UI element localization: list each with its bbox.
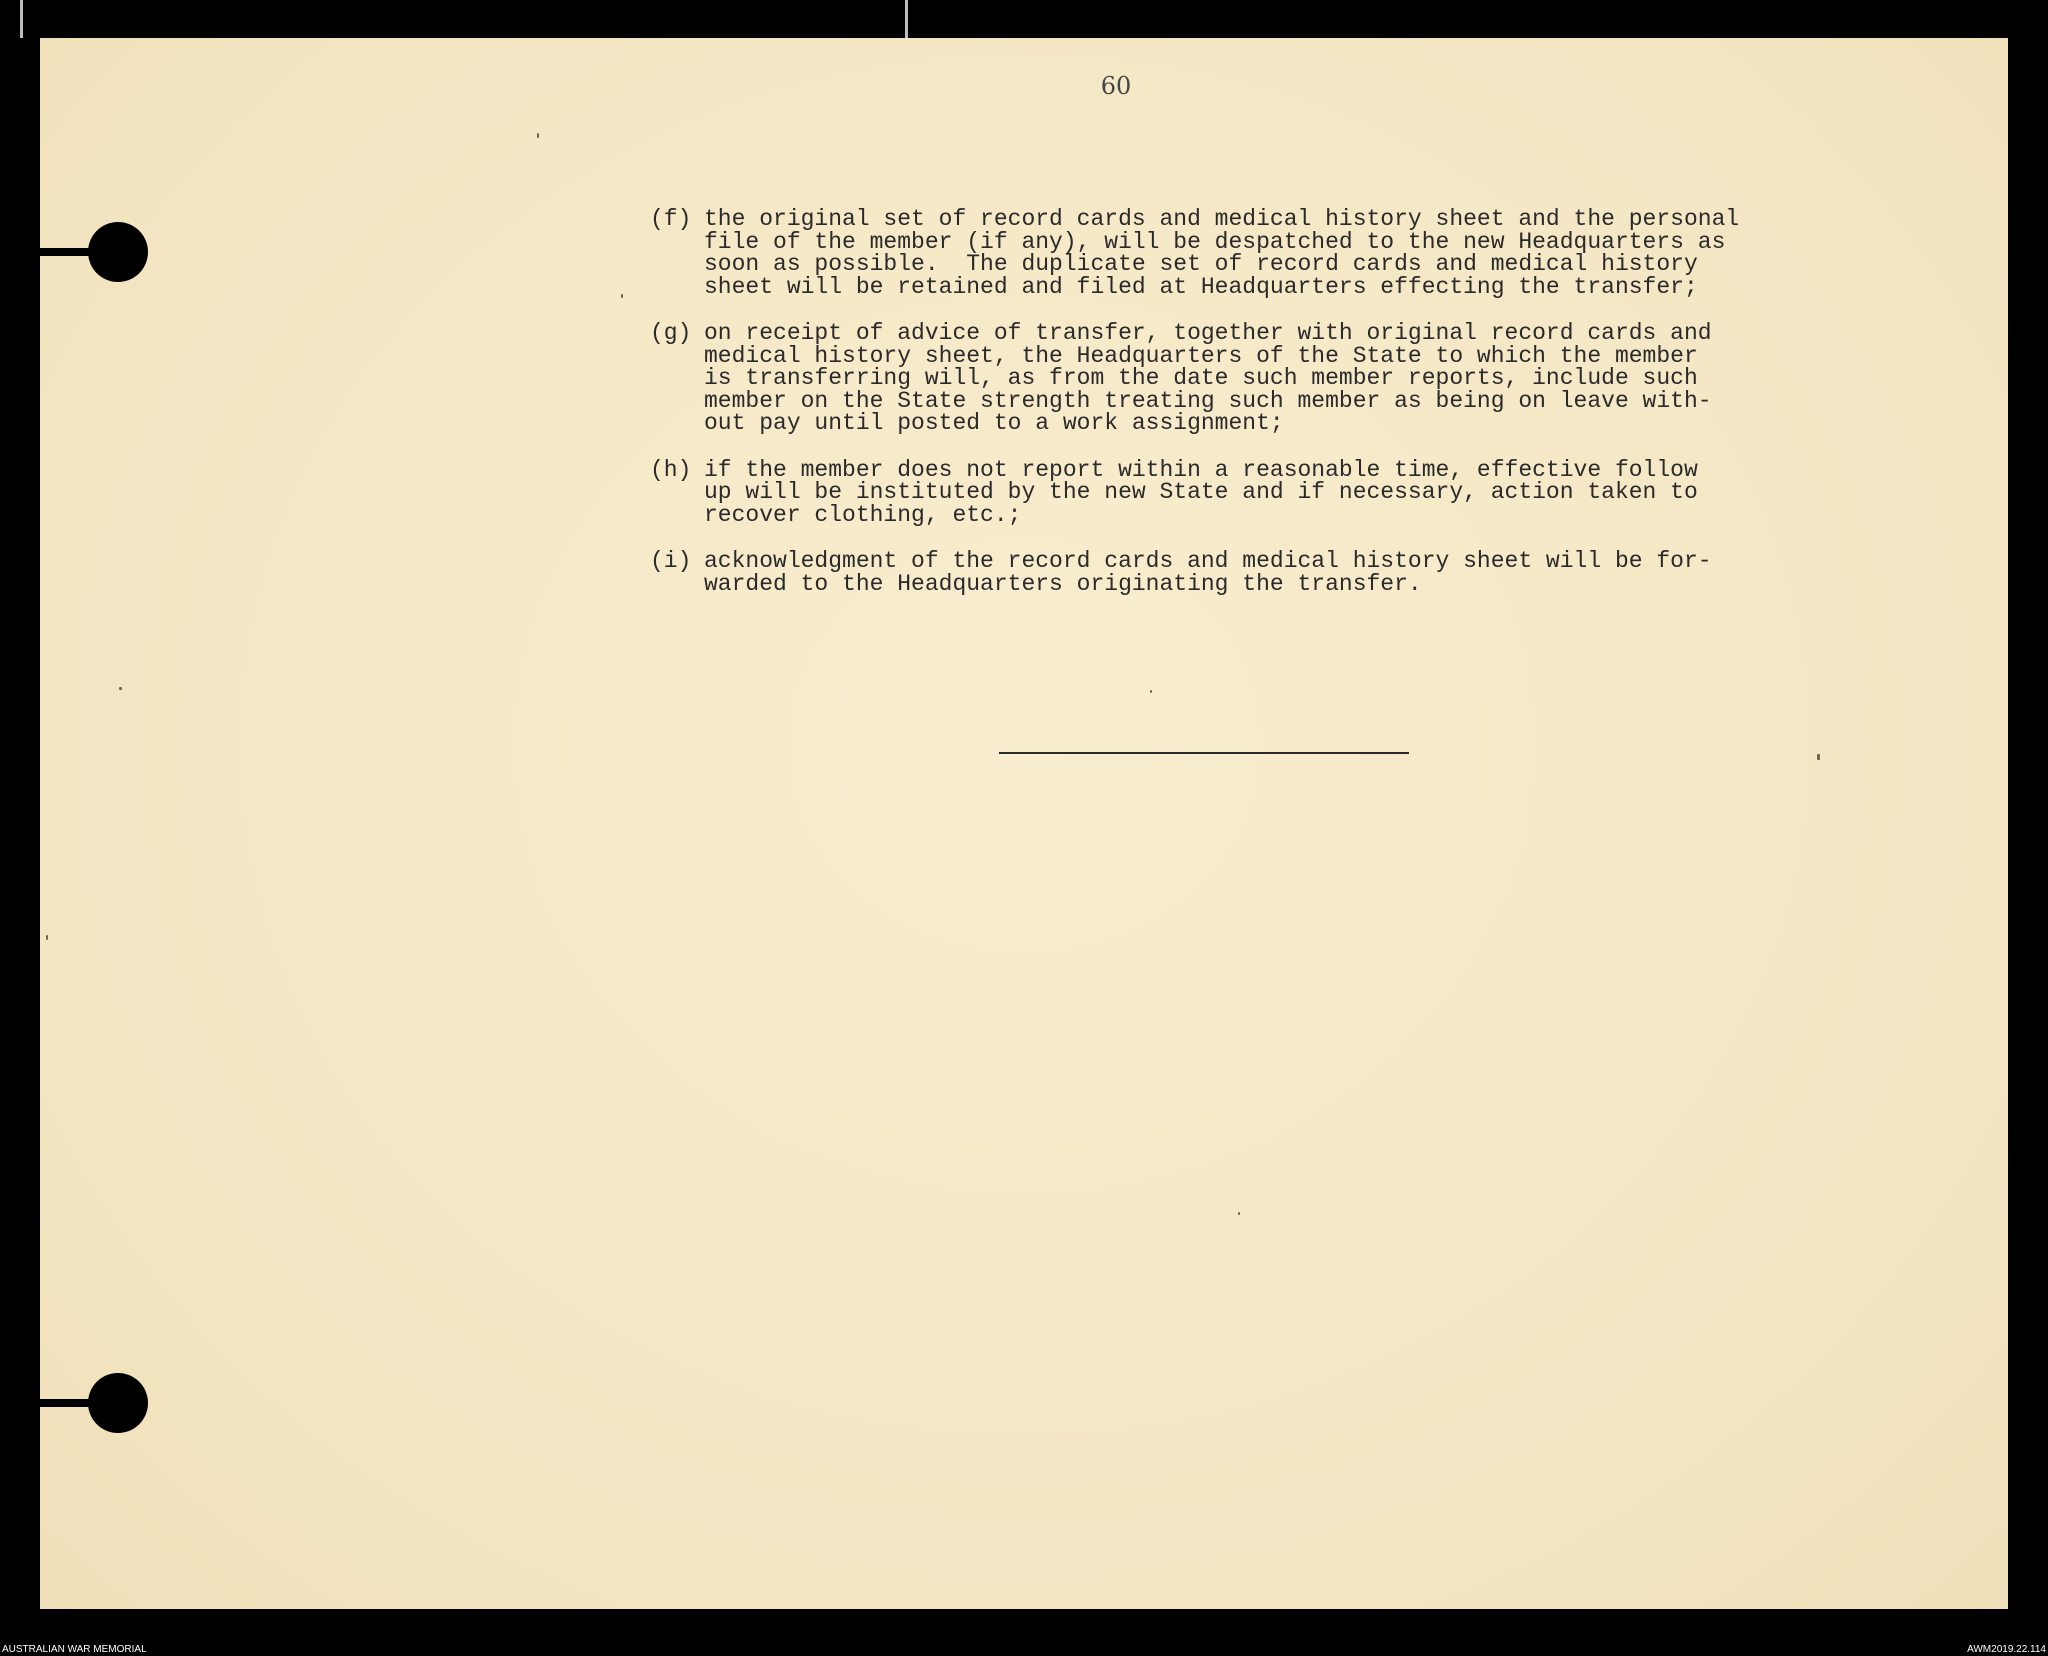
item-text (704, 322, 1712, 435)
item-label: (i) (650, 548, 692, 574)
item-list (650, 208, 1850, 619)
paper-speck (621, 294, 623, 298)
document-page (40, 38, 2008, 1609)
footer-institution: AUSTRALIAN WAR MEMORIAL (2, 1644, 147, 1655)
text-line: recover clothing, etc.; (704, 501, 1022, 528)
text-line: out pay until posted to a work assignment; (704, 410, 1284, 436)
punch-slot (40, 248, 90, 256)
item-label: (f) (650, 206, 692, 232)
item-label: (h) (650, 456, 692, 483)
text-line: acknowledgment of the record cards and medical history sheet will be for- (704, 548, 1712, 574)
list-item (650, 456, 1850, 528)
list-item (650, 208, 1850, 298)
paper-speck (46, 935, 48, 940)
paper-speck (537, 133, 539, 138)
paper-speck (1238, 1212, 1240, 1215)
punch-hole-bottom (40, 1373, 160, 1433)
text-line: soon as possible. The duplicate set of record cards and medical history (704, 251, 1698, 277)
item-text (704, 550, 1712, 595)
punch-slot (40, 1399, 90, 1407)
binder-strip-left (20, 0, 23, 38)
text-line: medical history sheet, the Headquarters of the State to which the member (704, 342, 1698, 369)
text-line: up will be instituted by the new State and if necessary, action taken to (704, 479, 1698, 505)
text-line: the original set of record cards and medical history sheet and the personal (704, 206, 1740, 232)
text-line: file of the member (if any), will be despatched to the new Headquarters as (704, 228, 1726, 255)
text-line: sheet will be retained and filed at Headquarters effecting the transfer; (704, 273, 1698, 300)
footer-catalog-id: AWM2019.22.114 (1967, 1644, 2046, 1655)
paper-speck (119, 687, 122, 690)
page-number: 60 (1100, 72, 1132, 100)
item-label: (g) (650, 320, 692, 346)
text-line: member on the State strength treating such member as being on leave with- (704, 387, 1712, 414)
punch-hole-top (40, 222, 160, 282)
text-line: is transferring will, as from the date such member reports, include such (704, 365, 1698, 391)
binder-strip-right (905, 0, 908, 38)
list-item (650, 550, 1850, 595)
text-line: on receipt of advice of transfer, together with original record cards and (704, 320, 1712, 346)
paper-speck (1150, 690, 1152, 693)
list-item (650, 322, 1850, 435)
item-text (704, 456, 1698, 528)
punch-hole (88, 222, 148, 282)
text-line: warded to the Headquarters originating the transfer. (704, 570, 1422, 597)
punch-hole (88, 1373, 148, 1433)
paper-speck (1817, 754, 1820, 760)
item-text (704, 208, 1739, 298)
text-line: if the member does not report within a reasonable time, effective follow (704, 456, 1698, 483)
end-rule (999, 752, 1409, 754)
